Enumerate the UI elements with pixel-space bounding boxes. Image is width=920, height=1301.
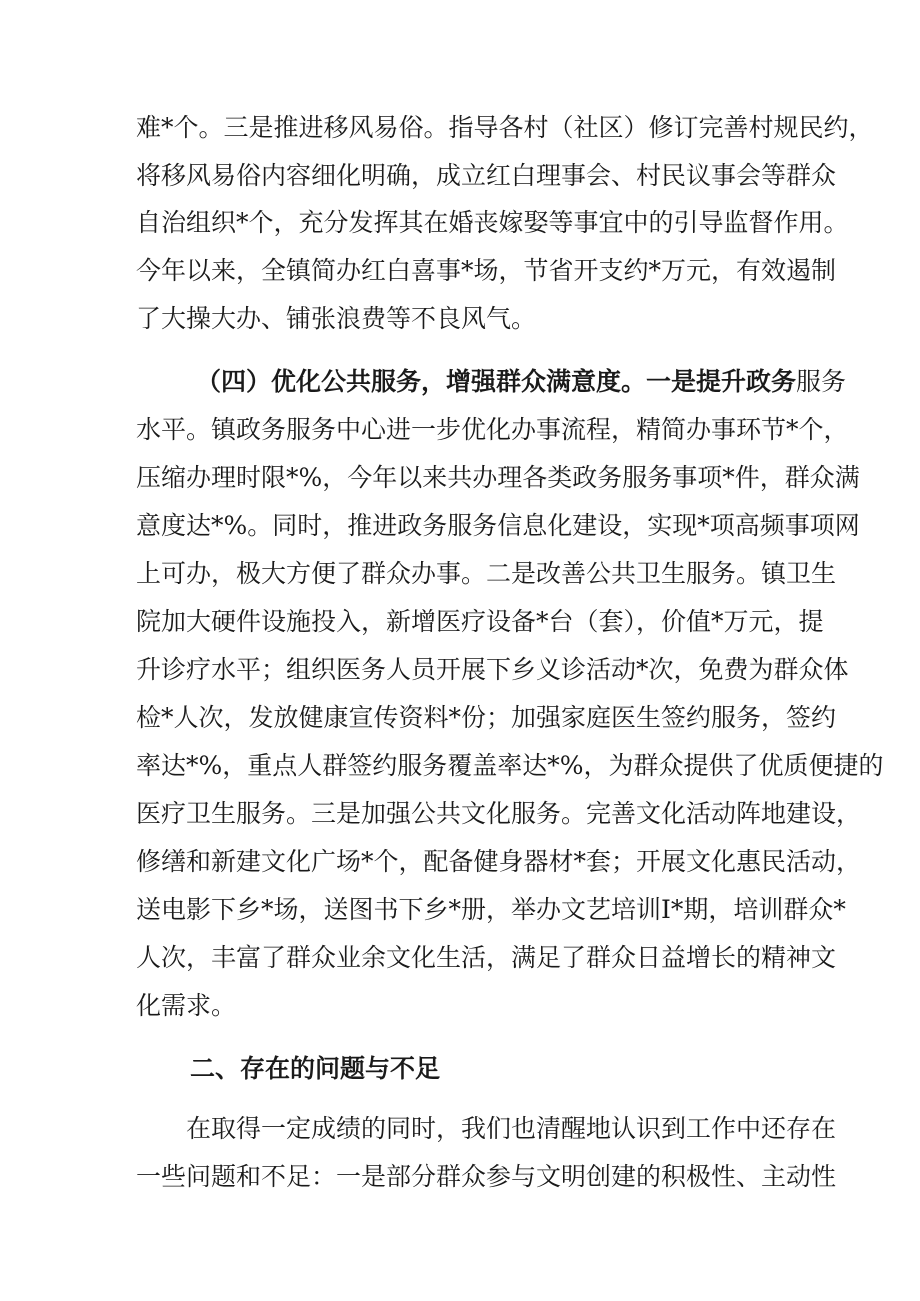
- text-line: 意度达*%。同时，推进政务服务信息化建设，实现*项高频事项网: [136, 511, 860, 540]
- text-line: 化需求。: [136, 991, 237, 1020]
- text-line: 将移风易俗内容细化明确，成立红白理事会、村民议事会等群众: [136, 161, 837, 190]
- text-line: 检*人次，发放健康宣传资料*份；加强家庭医生签约服务，签约: [136, 703, 837, 732]
- text-line: 上可办，极大方便了群众办事。二是改善公共卫生服务。镇卫生: [136, 559, 837, 588]
- subsection-first-line: [196, 358, 847, 406]
- text-line: 升诊疗水平；组织医务人员开展下乡义诊活动*次，免费为群众体: [136, 655, 849, 684]
- text-line: 院加大硬件设施投入，新增医疗设备*台（套），价值*万元，提: [136, 607, 824, 636]
- text-line: 难*个。三是推进移风易俗。指导各村（社区）修订完善村规民约，: [136, 113, 874, 142]
- text-line: 修缮和新建文化广场*个，配备健身器材*套；开展文化惠民活动，: [136, 847, 862, 876]
- text-line: 医疗卫生服务。三是加强公共文化服务。完善文化活动阵地建设，: [136, 799, 862, 828]
- subsection-heading-continuation: 服务: [796, 367, 847, 396]
- text-line: 在取得一定成绩的同时，我们也清醒地认识到工作中还存在: [186, 1114, 837, 1143]
- text-line: 送电影下乡*场，送图书下乡*册，举办文艺培训I*期，培训群众*: [136, 895, 846, 924]
- text-line: 率达*%，重点人群签约服务覆盖率达*%，为群众提供了优质便捷的: [136, 751, 884, 780]
- text-line: 水平。镇政务服务中心进一步优化办事流程，精简办事环节*个，: [136, 415, 849, 444]
- text-line: 人次，丰富了群众业余文化生活，满足了群众日益增长的精神文: [136, 943, 837, 972]
- text-line: 了大操大办、铺张浪费等不良风气。: [136, 304, 537, 333]
- text-line: 自治组织*个，充分发挥其在婚丧嫁娶等事宜中的引导监督作用。: [136, 208, 849, 237]
- subsection-heading: （四）优化公共服务，增强群众满意度。一是提升政务: [196, 367, 797, 396]
- text-line: 一些问题和不足：一是部分群众参与文明创建的积极性、主动性: [136, 1162, 837, 1191]
- text-line: 压缩办理时限*%，今年以来共办理各类政务服务事项*件，群众满: [136, 463, 860, 492]
- section-heading: 二、存在的问题与不足: [190, 1054, 441, 1083]
- text-line: 今年以来，全镇简办红白喜事*场，节省开支约*万元，有效遏制: [136, 256, 837, 285]
